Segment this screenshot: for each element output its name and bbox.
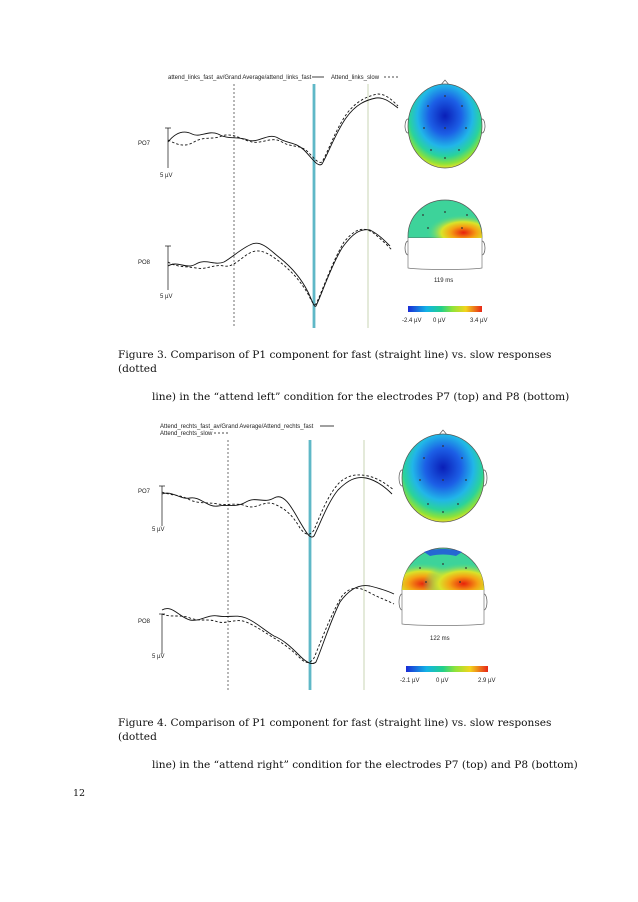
figure-4 [128, 418, 518, 693]
colorbar [406, 666, 488, 672]
legend-fast-label: Attend_rechts_fast_av/Grand Average/Attend_rechts_fast [160, 424, 314, 430]
channel-label-bottom: PO8 [138, 260, 151, 266]
latency-label: 122 ms [430, 636, 450, 642]
waveform-slow-po7 [168, 94, 398, 162]
waveform-slow-po8 [168, 229, 392, 304]
scale-label-top: 5 µV [160, 173, 173, 179]
caption-4-line-2: line) in the “attend right” condition for the electrodes P7 (top) and P8 (bottom) [152, 759, 578, 771]
legend-slow-label: Attend_links_slow [331, 75, 380, 81]
waveform-fast-po8 [168, 230, 390, 307]
latency-label: 119 ms [434, 278, 454, 284]
figure-3-caption [118, 348, 588, 404]
caption-3-line-1: Figure 3. Comparison of P1 component for fast (straight line) vs. slow responses (dotted [118, 349, 552, 375]
caption-3-line-2: line) in the “attend left” condition for the electrodes P7 (top) and P8 (bottom) [152, 391, 570, 403]
colorbar-max-label: 3.4 µV [470, 318, 488, 324]
waveform-fast-po7 [168, 98, 398, 165]
figure-3 [128, 70, 518, 332]
legend-fast-label: attend_links_fast_av/Grand Average/attend_links_fast [168, 75, 312, 81]
scale-label-bottom: 5 µV [160, 294, 173, 300]
colorbar-min-label: -2.1 µV [400, 678, 420, 684]
waveform-slow-po8 [162, 588, 394, 662]
page-number: 12 [73, 788, 86, 799]
colorbar-min-label: -2.4 µV [402, 318, 422, 324]
channel-label-top: PO7 [138, 489, 151, 495]
waveform-slow-po7 [162, 475, 394, 534]
colorbar-mid-label: 0 µV [433, 318, 446, 324]
topomap-head-top [399, 430, 487, 522]
colorbar-max-label: 2.9 µV [478, 678, 496, 684]
colorbar [408, 306, 482, 312]
colorbar-mid-label: 0 µV [436, 678, 449, 684]
channel-label-bottom: PO8 [138, 619, 151, 625]
channel-label-top: PO7 [138, 141, 151, 147]
scale-label-top: 5 µV [152, 527, 165, 533]
waveform-fast-po8 [162, 586, 394, 664]
topomap-head-top [405, 80, 485, 168]
waveform-fast-po7 [162, 478, 392, 538]
topomap-back-bottom [405, 200, 485, 270]
legend-slow-label: Attend_rechts_slow [160, 431, 213, 437]
figure-4-caption [118, 716, 588, 772]
scale-label-bottom: 5 µV [152, 654, 165, 660]
topomap-back-bottom [399, 548, 487, 625]
caption-4-line-1: Figure 4. Comparison of P1 component for fast (straight line) vs. slow responses (dotted [118, 717, 552, 743]
